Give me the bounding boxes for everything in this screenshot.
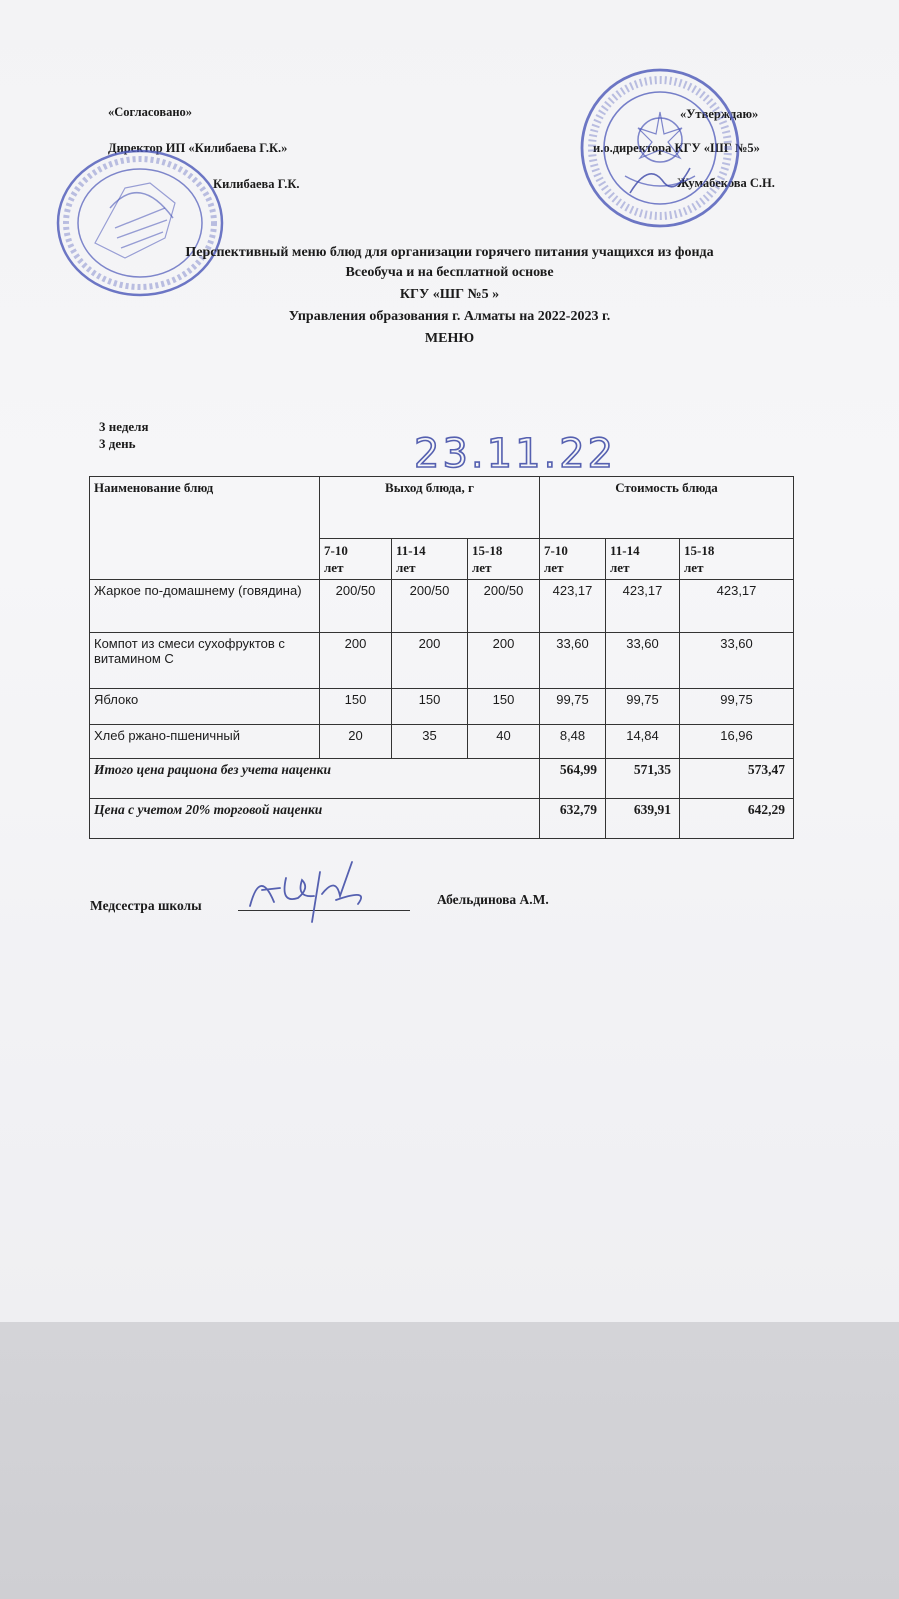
- cost-cell: 33,60: [680, 633, 794, 689]
- week-label: 3 неделя: [99, 419, 149, 434]
- cost-cell: 99,75: [540, 689, 606, 725]
- table-row: [90, 580, 794, 633]
- document-title-line-1: Перспективный меню блюд для организации горячего питания учащихся из фонда: [185, 245, 714, 260]
- age-header: 11-14 лет: [606, 539, 680, 580]
- age-header: 15-18 лет: [468, 539, 540, 580]
- right-round-stamp: [570, 68, 750, 228]
- yield-cell: 40: [468, 725, 540, 759]
- total-with-markup-cell: 642,29: [680, 799, 794, 839]
- table-row: [90, 725, 794, 759]
- nurse-signature: [240, 858, 390, 933]
- cost-cell: 423,17: [606, 580, 680, 633]
- table-header-row: [90, 477, 794, 539]
- dish-name: Хлеб ржано-пшеничный: [90, 725, 320, 759]
- age-header: 15-18 лет: [680, 539, 794, 580]
- agreed-signer: Килибаева Г.К.: [213, 177, 300, 191]
- cost-cell: 33,60: [606, 633, 680, 689]
- background-surface: [0, 1322, 899, 1599]
- agreed-label: «Согласовано»: [108, 105, 193, 119]
- total-cost-cell: 571,35: [606, 759, 680, 799]
- col-header-yield: Выход блюда, г: [320, 477, 540, 539]
- yield-cell: 200: [468, 633, 540, 689]
- document-title-line-5: МЕНЮ: [424, 331, 475, 346]
- total-with-markup-cell: 639,91: [606, 799, 680, 839]
- cost-cell: 16,96: [680, 725, 794, 759]
- total-label: Итого цена рациона без учета наценки: [90, 759, 540, 799]
- yield-cell: 35: [392, 725, 468, 759]
- yield-cell: 200: [320, 633, 392, 689]
- total-cost-cell: 564,99: [540, 759, 606, 799]
- total-with-markup-row: [90, 799, 794, 839]
- dish-name: Жаркое по-домашнему (говядина): [90, 580, 320, 633]
- yield-cell: 200/50: [468, 580, 540, 633]
- approved-position: и.о.директора КГУ «ШГ №5»: [593, 141, 760, 155]
- handwritten-date: [410, 425, 620, 480]
- document-title-line-4: Управления образования г. Алматы на 2022-2023 г.: [288, 309, 611, 324]
- yield-cell: 200/50: [320, 580, 392, 633]
- table-row: [90, 689, 794, 725]
- cost-cell: 8,48: [540, 725, 606, 759]
- age-header: 11-14 лет: [392, 539, 468, 580]
- total-with-markup-cell: 632,79: [540, 799, 606, 839]
- dish-name: Компот из смеси сухофруктов с витамином С: [90, 633, 320, 689]
- cost-cell: 99,75: [606, 689, 680, 725]
- age-header: 7-10 лет: [540, 539, 606, 580]
- total-cost-cell: 573,47: [680, 759, 794, 799]
- cost-cell: 33,60: [540, 633, 606, 689]
- nurse-label: Медсестра школы: [90, 898, 202, 913]
- total-with-markup-label: Цена с учетом 20% торговой наценки: [90, 799, 540, 839]
- day-label: 3 день: [99, 436, 136, 451]
- document-title-line-3: КГУ «ШГ №5 »: [399, 287, 500, 302]
- yield-cell: 200: [392, 633, 468, 689]
- table-row: [90, 633, 794, 689]
- approved-label: «Утверждаю»: [680, 107, 759, 121]
- yield-cell: 20: [320, 725, 392, 759]
- menu-table: [89, 476, 794, 839]
- svg-text:23.11.22: 23.11.22: [414, 431, 617, 477]
- nurse-name: Абельдинова А.М.: [437, 892, 549, 907]
- total-row: [90, 759, 794, 799]
- col-header-cost: Стоимость блюда: [540, 477, 794, 539]
- document-title-line-2: Всеобуча и на бесплатной основе: [345, 265, 554, 280]
- col-header-dish: Наименование блюд: [90, 477, 320, 580]
- agreed-position: Директор ИП «Килибаева Г.К.»: [108, 141, 288, 155]
- cost-cell: 423,17: [540, 580, 606, 633]
- age-header: 7-10 лет: [320, 539, 392, 580]
- yield-cell: 150: [468, 689, 540, 725]
- cost-cell: 14,84: [606, 725, 680, 759]
- approved-signer: Жумабекова С.Н.: [677, 176, 775, 190]
- dish-name: Яблоко: [90, 689, 320, 725]
- yield-cell: 200/50: [392, 580, 468, 633]
- cost-cell: 423,17: [680, 580, 794, 633]
- yield-cell: 150: [320, 689, 392, 725]
- yield-cell: 150: [392, 689, 468, 725]
- cost-cell: 99,75: [680, 689, 794, 725]
